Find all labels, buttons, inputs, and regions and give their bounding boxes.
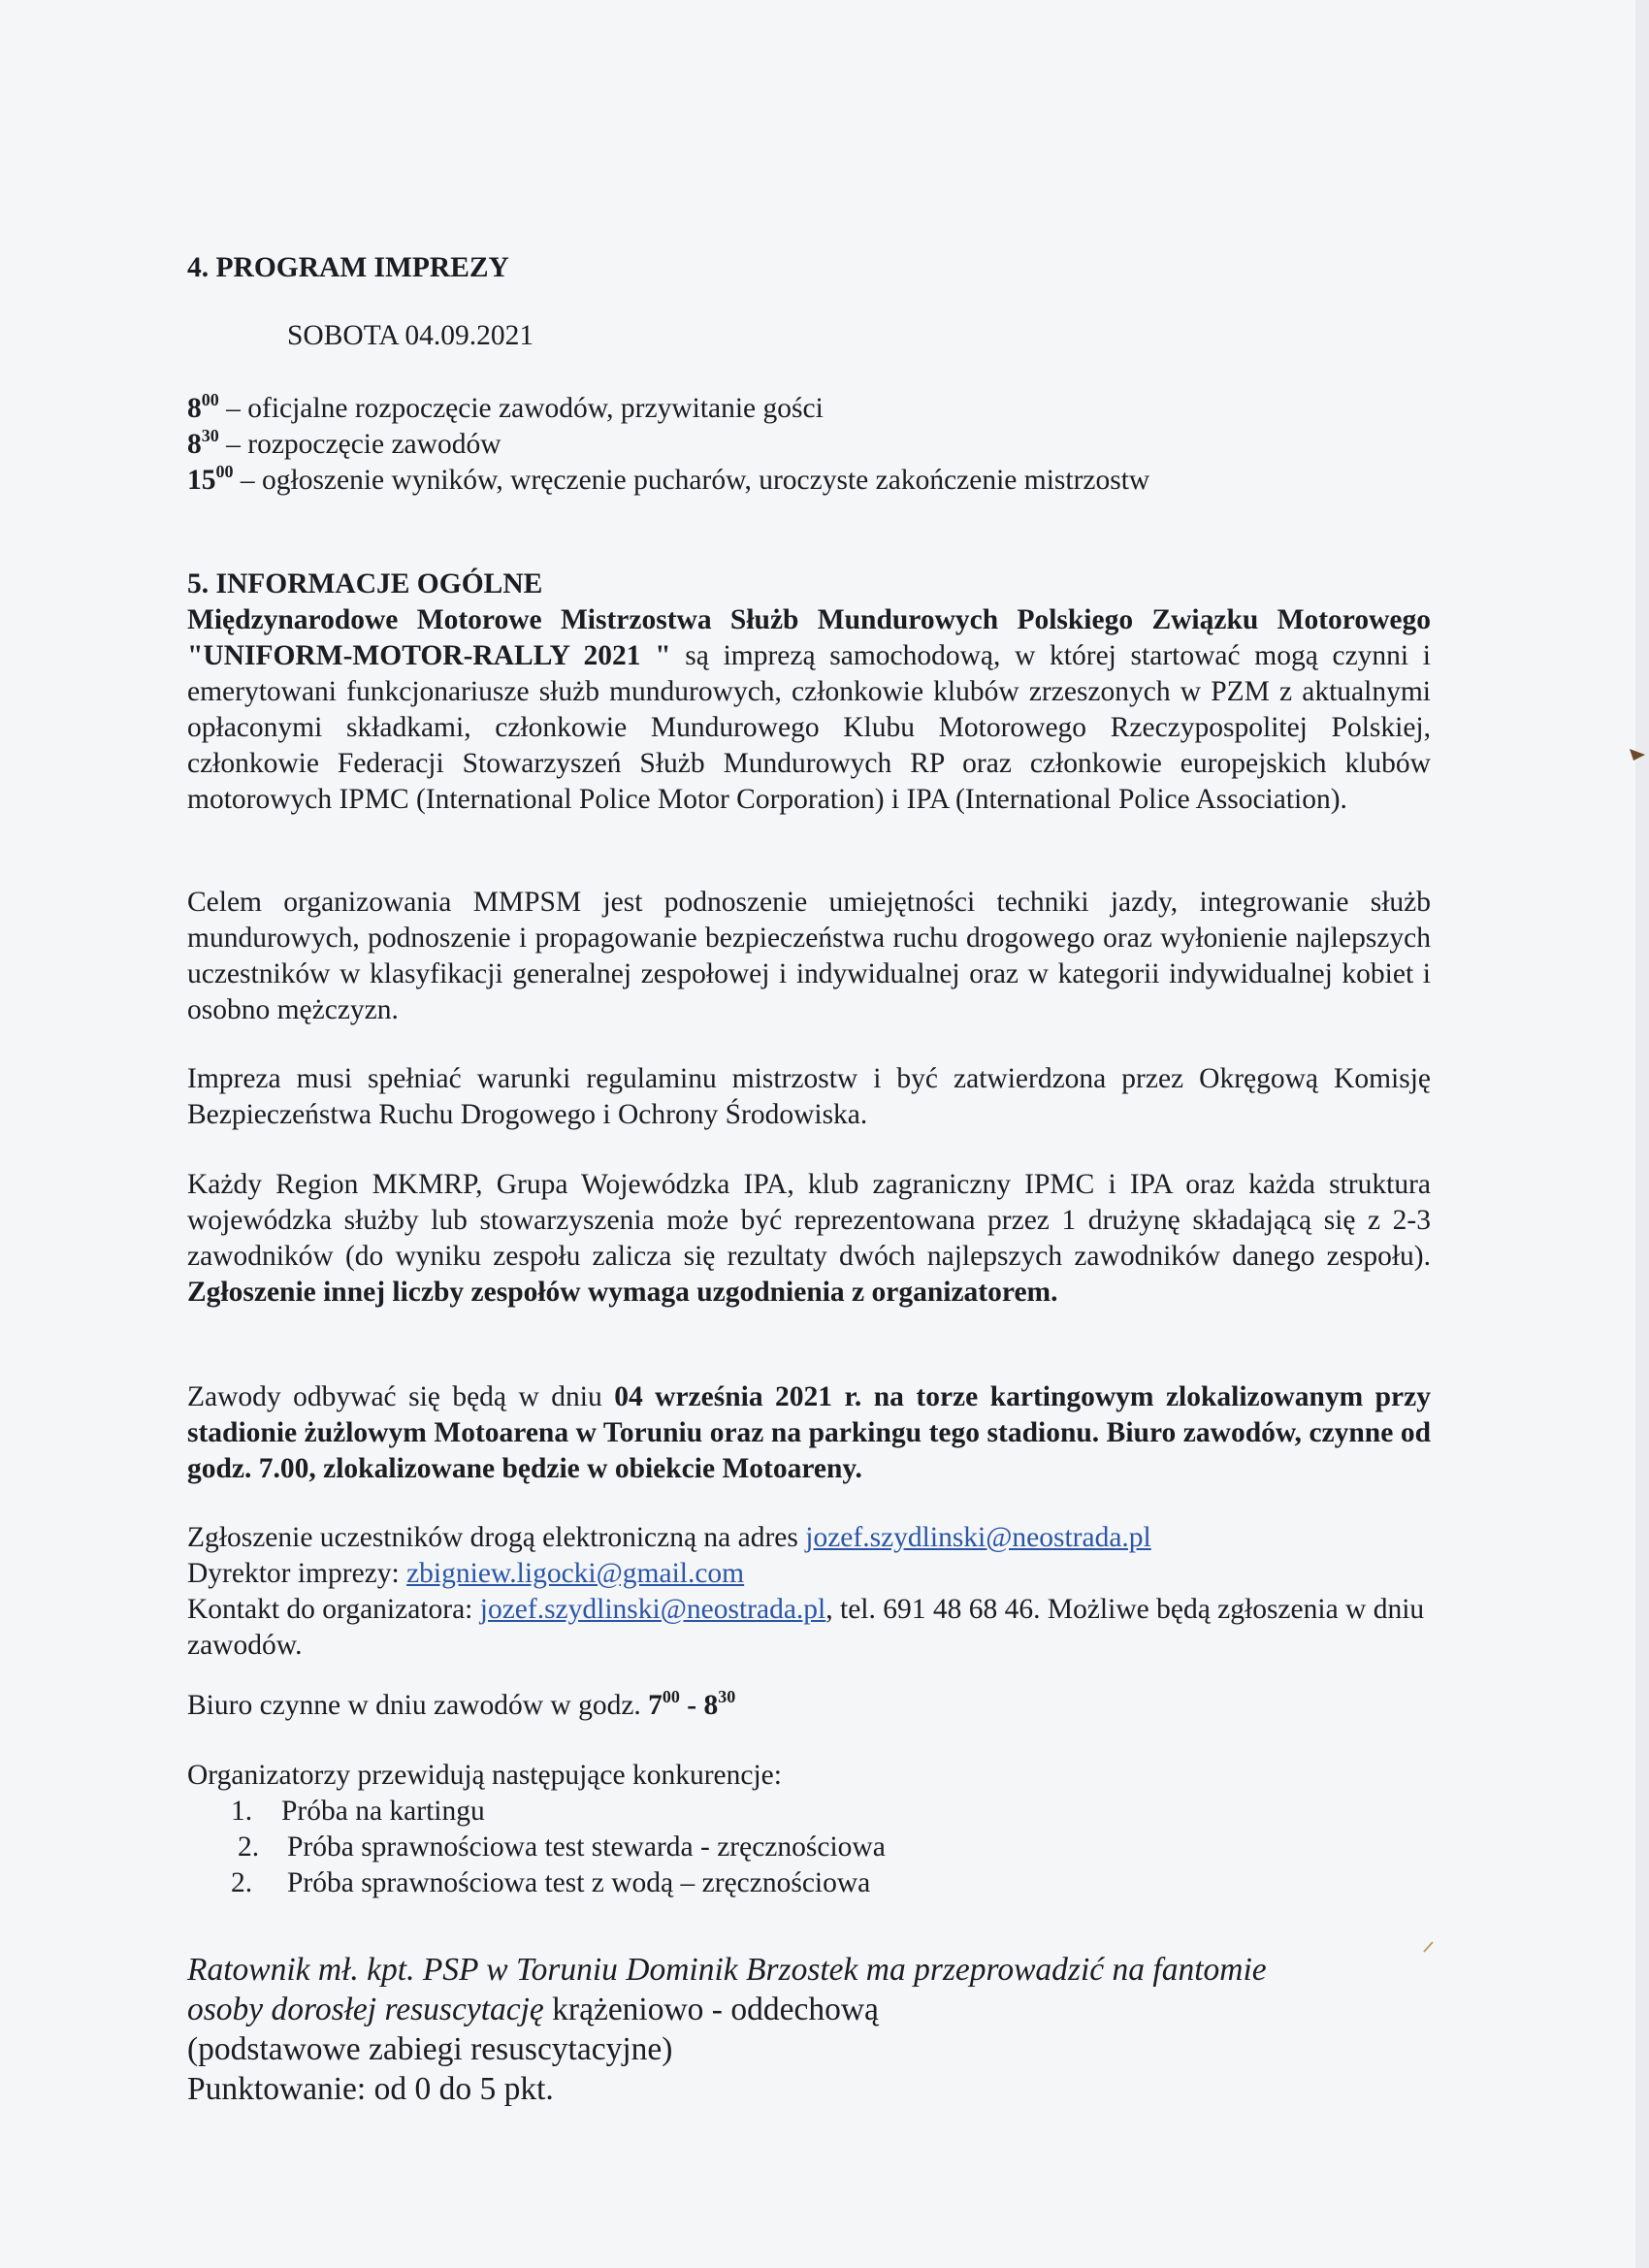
signup-line: Zgłoszenie uczestników drogą elektroniczną na adres jozef.szydlinski@neostrada.pl xyxy=(187,1522,1151,1553)
contact-line: Kontakt do organizatora: jozef.szydlinski@neostrada.pl, tel. 691 48 68 46. Możliwe będą zgłoszenia w dniu zawodów. xyxy=(187,1594,1425,1661)
closing-line-3: (podstawowe zabiegi resuscytacyjne) xyxy=(187,2031,673,2067)
schedule-list xyxy=(187,391,1431,499)
contacts-block xyxy=(187,1520,1431,1664)
event-date: SOBOTA 04.09.2021 xyxy=(287,320,534,351)
intro-rest: są imprezą samochodową, w której startować mogą czynni i emerytowani funkcjonariusze służb mundurowych, członkowie klubów zrzeszonych w PZM z aktualnymi opłaconymi składkami, członkowie Mundurowego Klubu Motorowego Rzeczypospolitej Polskiej, członkowie Federacji Stowarzyszeń Służb Mundurowych RP oraz członkowie europejskich klubów motorowych IPMC (International Police Motor Corporation) i IPA (International Police Association). xyxy=(187,640,1432,815)
schedule-item: $8^{30}$ – rozpoczęcie zawodów xyxy=(187,426,501,460)
closing-block xyxy=(187,1950,1448,2109)
list-item: 2. Próba sprawnościowa test z wodą – zręcznościowa xyxy=(231,1867,871,1898)
closing-line-4: Punktowanie: od 0 do 5 pkt. xyxy=(187,2071,554,2107)
venue-paragraph: Zawody odbywać się będą w dniu 04 września 2021 r. na torze kartingowym zlokalizowanym przy stadionie żużlowym Motoarena w Toruniu oraz na parkingu tego stadionu. Biuro zawodów, czynne od godz. 7.00, zlokalizowane będzie w obiekcie Motoareny. xyxy=(187,1381,1431,1484)
office-hours: Biuro czynne w dniu zawodów w godz. $7^{00} - 8^{30}$ xyxy=(187,1687,736,1721)
intro-bold: Międzynarodowe Motorowe Mistrzostwa Służb Mundurowych Polskiego Związku Motorowego "UNIFORM-MOTOR-RALLY 2021 " xyxy=(187,604,1431,671)
closing-line-1: Ratownik mł. kpt. PSP w Toruniu Dominik Brzostek ma przeprowadzić na fantomie xyxy=(187,1952,1267,1988)
list-item: 2. Próba sprawnościowa test stewarda - zręcznościowa xyxy=(238,1831,886,1863)
teams-paragraph: Każdy Region MKMRP, Grupa Wojewódzka IPA, klub zagraniczny IPMC i IPA oraz każda struktura wojewódzka służby lub stowarzyszenia może być reprezentowana przez 1 drużynę składającą się z 2-3 zawodników (do wyniku zespołu zalicza się rezultaty dwóch najlepszych zawodników danego zespołu). Zgłoszenie innej liczby zespołów wymaga uzgodnienia z organizatorem. xyxy=(187,1169,1431,1308)
schedule-item: $15^{00}$ – ogłoszenie wyników, wręczenie pucharów, uroczyste zakończenie mistrzostw xyxy=(187,462,1150,496)
scan-speck xyxy=(1422,1940,1436,1954)
section-4-heading: 4. PROGRAM IMPREZY xyxy=(187,252,509,283)
intro-paragraph xyxy=(187,602,1431,818)
competitions-intro: Organizatorzy przewidują następujące konkurencje: xyxy=(187,1760,782,1791)
director-email-link[interactable]: zbigniew.ligocki@gmail.com xyxy=(406,1558,745,1589)
page-edge-shadow xyxy=(1635,0,1649,2268)
director-line: Dyrektor imprezy: zbigniew.ligocki@gmail.com xyxy=(187,1558,745,1589)
contact-email-link[interactable]: jozef.szydlinski@neostrada.pl xyxy=(479,1594,826,1625)
list-item: 1. Próba na kartingu xyxy=(231,1796,485,1827)
scan-speck xyxy=(1630,747,1649,762)
schedule-item: $8^{00}$ – oficjalne rozpoczęcie zawodów, przywitanie gości xyxy=(187,390,824,424)
rules-paragraph: Impreza musi spełniać warunki regulaminu mistrzostw i być zatwierdzona przez Okręgową Komisję Bezpieczeństwa Ruchu Drogowego i Ochrony Środowiska. xyxy=(187,1063,1431,1130)
goal-paragraph: Celem organizowania MMPSM jest podnoszenie umiejętności techniki jazdy, integrowanie służb mundurowych, podnoszenie i propagowanie bezpieczeństwa ruchu drogowego oraz wyłonienie najlepszych uczestników w klasyfikacji generalnej zespołowej i indywidualnej oraz w kategorii indywidualnej kobiet i osobno mężczyzn. xyxy=(187,887,1431,1025)
competitions-list xyxy=(231,1794,1395,1901)
signup-email-link[interactable]: jozef.szydlinski@neostrada.pl xyxy=(805,1522,1151,1553)
closing-line-2: osoby dorosłej resuscytację krążeniowo - oddechową xyxy=(187,1992,879,2027)
section-5-heading: 5. INFORMACJE OGÓLNE xyxy=(187,568,543,599)
